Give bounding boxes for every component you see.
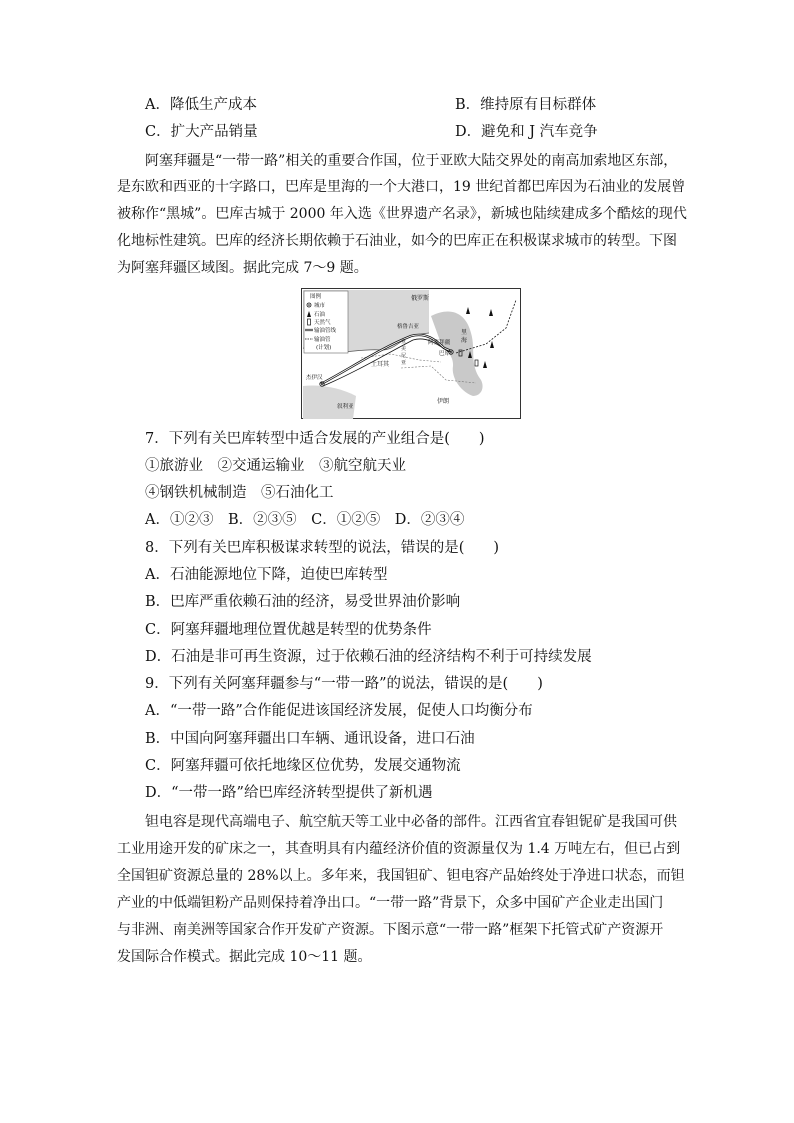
q6-option-d: D．避免和 J 汽车竞争 bbox=[455, 124, 598, 140]
passage2-line: 钽电容是现代高端电子、航空航天等工业中必备的部件。江西省宜春钽铌矿是我国可供 bbox=[145, 814, 677, 830]
passage2-line: 工业用途开发的矿床之一，其查明具有内蕴经济价值的资源量仅为 1.4 万吨左右，但已占到 bbox=[117, 841, 681, 857]
label-ceyhan: 杰伊汉 bbox=[306, 375, 323, 381]
passage2-line: 全国钽矿资源总量的 28%以上。多年来，我国钽矿、钽电容产品始终处于净进口状态，而钽 bbox=[117, 868, 685, 884]
legend-title: 图例 bbox=[310, 294, 322, 300]
label-armenia: 亚 bbox=[401, 360, 407, 366]
label-armenia: 尼 bbox=[401, 353, 407, 359]
q9-option-b: B．中国向阿塞拜疆出口车辆、通讯设备，进口石油 bbox=[145, 731, 475, 747]
label-iran: 伊朗 bbox=[437, 398, 450, 405]
label-armenia: 美 bbox=[401, 346, 407, 352]
q6-option-b: B．维持原有目标群体 bbox=[455, 97, 597, 113]
label-turkey: 土耳其 bbox=[371, 361, 390, 368]
legend-item: 输油管线 bbox=[314, 328, 337, 334]
passage1-line: 被称作“黑城”。巴库古城于 2000 年入选《世界遗产名录》，新城也陆续建成多个酷炫的现代 bbox=[117, 206, 687, 222]
passage2-line: 发国际合作模式。据此完成 10～11 题。 bbox=[117, 949, 372, 965]
passage2-line: 与非洲、南美洲等国家合作开发矿产资源。下图示意“一带一路”框架下托管式矿产资源开 bbox=[117, 922, 664, 938]
q8-option-b: B．巴库严重依赖石油的经济，易受世界油价影响 bbox=[145, 594, 461, 610]
q9-option-a: A．“一带一路”合作能促进该国经济发展，促使人口均衡分布 bbox=[145, 703, 533, 719]
q7-items: ①旅游业 ②交通运输业 ③航空航天业 bbox=[145, 458, 406, 474]
label-armenia: 亚 bbox=[401, 339, 407, 345]
legend-item: 天然气 bbox=[314, 320, 331, 326]
label-syria: 叙利亚 bbox=[337, 404, 354, 410]
q6-option-a: A．降低生产成本 bbox=[145, 97, 257, 113]
label-russia: 俄罗斯 bbox=[411, 295, 430, 302]
q7-options: A．①②③ B．②③⑤ C．①②⑤ D．②③④ bbox=[145, 512, 465, 528]
q9-option-d: D．“一带一路”给巴库经济转型提供了新机遇 bbox=[145, 785, 433, 801]
q7-items: ④钢铁机械制造 ⑤石油化工 bbox=[145, 485, 334, 501]
q9-option-c: C．阿塞拜疆可依托地缘区位优势，发展交通物流 bbox=[145, 758, 461, 774]
q8-option-d: D．石油是非可再生资源，过于依赖石油的经济结构不利于可持续发展 bbox=[145, 649, 592, 665]
legend-item: (计划) bbox=[316, 345, 332, 351]
label-baku: 巴库 bbox=[439, 351, 451, 357]
passage1-line: 阿塞拜疆是“一带一路”相关的重要合作国，位于亚欧大陆交界处的南高加索地区东部， bbox=[145, 153, 678, 169]
q9-stem: 9．下列有关阿塞拜疆参与“一带一路”的说法，错误的是( ) bbox=[145, 676, 543, 692]
q8-option-c: C．阿塞拜疆地理位置优越是转型的优势条件 bbox=[145, 622, 432, 638]
q7-stem: 7．下列有关巴库转型中适合发展的产业组合是( ) bbox=[145, 431, 485, 447]
passage2-line: 产业的中低端钽粉产品则保持着净出口。“一带一路”背景下，众多中国矿产企业走出国门 bbox=[117, 895, 664, 911]
label-georgia: 格鲁吉亚 bbox=[397, 324, 420, 330]
passage1-line: 是东欧和西亚的十字路口，巴库是里海的一个大港口，19 世纪首都巴库因为石油业的发展曾 bbox=[117, 179, 686, 195]
q8-option-a: A．石油能源地位下降，迫使巴库转型 bbox=[145, 567, 388, 583]
legend-item: 城市 bbox=[314, 303, 326, 309]
q6-option-c: C．扩大产品销量 bbox=[145, 124, 258, 140]
label-caspian: 海 bbox=[461, 337, 468, 344]
label-caspian: 里 bbox=[461, 329, 468, 336]
passage1-line: 化地标性建筑。巴库的经济长期依赖于石油业，如今的巴库正在积极谋求城市的转型。下图 bbox=[117, 233, 677, 249]
azerbaijan-region-map bbox=[301, 288, 521, 419]
label-azerbaijan: 阿塞拜疆 bbox=[428, 340, 451, 346]
legend-item: 石油 bbox=[314, 312, 326, 318]
passage1-line: 为阿塞拜疆区域图。据此完成 7～9 题。 bbox=[117, 260, 368, 276]
legend-item: 输油管 bbox=[314, 337, 331, 343]
q8-stem: 8．下列有关巴库积极谋求转型的说法，错误的是( ) bbox=[145, 540, 500, 556]
